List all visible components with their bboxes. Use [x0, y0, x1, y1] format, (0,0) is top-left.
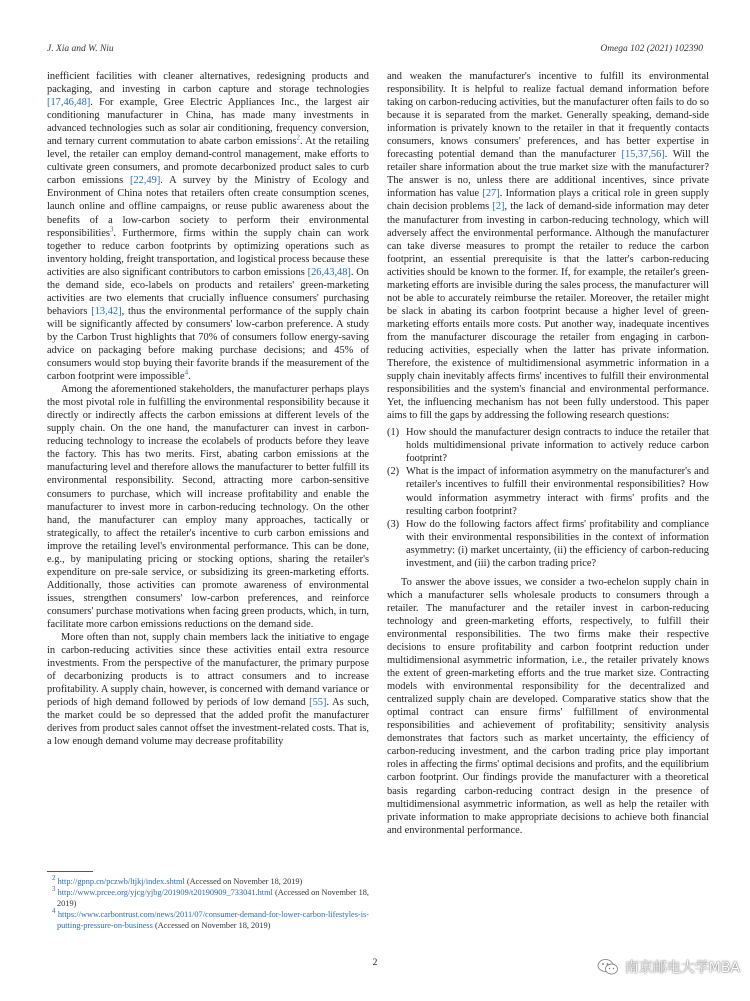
- question-text: How do the following factors affect firms' profitability and compliance with their environmental responsibilities in the context of information asymmetry: (i) market uncertainty, (ii) the efficiency of carbon-reducing investment, and (iii) the carbon trading price?: [406, 518, 709, 569]
- header-journal: Omega 102 (2021) 102390: [600, 44, 703, 54]
- footnote-ref[interactable]: 2: [296, 133, 301, 142]
- question-number: (3): [387, 518, 400, 530]
- question-number: (1): [387, 427, 400, 439]
- citation-link[interactable]: [2]: [492, 201, 505, 213]
- footnote: $^4$ https://www.carbontrust.com/news/2011/07/consumer-demand-for-lower-carbon-lifestyles-is-putting-pressure-on-business (Accessed on November 18, 2019): [52, 907, 369, 930]
- running-header: [47, 44, 703, 58]
- citation-link[interactable]: [55]: [309, 697, 327, 709]
- footnote-ref[interactable]: 3: [109, 225, 114, 234]
- research-questions-list: [387, 426, 709, 570]
- list-item: [387, 518, 709, 570]
- citation-link[interactable]: [13,42]: [91, 305, 122, 317]
- page-number: 2: [372, 958, 378, 968]
- footnote-link[interactable]: https://www.carbontrust.com/news/2011/07/consumer-demand-for-lower-carbon-lifestyles-is-putting-pressure-on-business: [57, 910, 369, 930]
- left-column: [47, 70, 369, 748]
- paragraph: To answer the above issues, we consider a two-echelon supply chain in which a manufacturer sells wholesale products to consumers through a retailer. The manufacturer and the retailer invest in carbon-reducing technology and green-marketing efforts, respectively, to fulfill their environmental responsibilities. The two firms make their respective decisions to ensure profitability and carbon footprint reduction under multidimensional asymmetric information, i.e., the retailer privately knows the extent of green-marketing efforts and the true market size. Contracting models with environmental responsibility for the decentralized and centralized supply chain are developed. Comparative statics show that the optimal contract can ensure firms' fulfillment of environmental responsibilities and achievement of profitability; sensitivity analysis demonstrates that factors such as market uncertainty, the efficiency of carbon-reducing investment, and the carbon trading price play important roles in affecting the firms' optimal decisions and profits, and the equilibrium carbon footprint. Our findings provide the manufacturer with a theoretical basis regarding carbon-reducing contract design in the presence of multidimensional asymmetric information, as well as help the retailer with private information to make appropriate decisions to achieve both financial and environmental performance.: [387, 576, 709, 836]
- question-number: (2): [387, 466, 400, 478]
- footnote: $^2$ http://gpnp.cn/pczwb/ltjkj/index.shtml (Accessed on November 18, 2019): [52, 874, 303, 886]
- citation-link[interactable]: [26,43,48]: [307, 266, 351, 278]
- paragraph: and weaken the manufacturer's incentive to fulfill its environmental responsibility. It is helpful to realize factual demand information before taking on carbon-reducing activities, but the manufacturer often fails to do so because it is separated from the market. Generally speaking, demand-side information is privately known to the retailer in that it frequently contacts consumers, knows consumers' preferences, and has better expertise in forecasting potential demand than the manufacturer [15,37,56]. Will the retailer share information about the true market size with the manufacturer? The answer is no, unless there are additional incentives, since private information has value [27]. Information plays a critical role in green supply chain decision problems [2], the lack of demand-side information may deter the manufacturer from investing in carbon-reducing technology, which will adversely affect the environmental performance. Although the manufacturer can take diverse measures to prompt the retailer to reduce the carbon footprint, an essential prerequisite is that the latter's carbon-reducing activities should be known to the former. If, for example, the retailer's green-marketing efforts are invisible during the sales process, the manufacturer will not be able to accurately reimburse the retailer. Moreover, the retailer might be slack in abating its carbon footprint because a higher level of green-marketing efforts entails more costs. Put another way, inadequate incentives from the manufacturer discourage the retailer from engaging in carbon-reducing activities, especially when the latter has private information. Therefore, the existence of multidimensional asymmetric information in a supply chain inevitably affects firms' incentives to fulfill their environmental responsibilities and the system's financial and environmental performance. Yet, the influencing mechanism has not been fully understood. This paper aims to fill the gaps by addressing the following research questions:: [387, 71, 710, 422]
- citation-link[interactable]: [22,49]: [129, 175, 161, 187]
- question-text: What is the impact of information asymmetry on the manufacturer's and retailer's incentives to fulfill their environmental responsibilities? How would information asymmetry interact with firms' profits and the resulting carbon footprint?: [406, 466, 709, 517]
- right-column: [387, 70, 709, 837]
- paragraph: More often than not, supply chain members lack the initiative to engage in carbon-reducing activities since these activities entail extra resource investments. From the perspective of the manufacturer, the primary purpose of decarbonizing products is to attract consumers and to increase profitability. A supply chain, however, is concerned with demand variance or periods of high demand followed by periods of low demand [55]. As such, the market could be so depressed that the added profit the manufacturer derives from product sales cannot offset the investment-related costs. That is, a low enough demand volume may decrease profitability: [47, 632, 369, 748]
- paragraph: inefficient facilities with cleaner alternatives, redesigning products and packaging, and investing in carbon capture and storage technologies [17,46,48]. For example, Gree Electric Appliances Inc., the largest air conditioning manufacturer in China, has made many investments in advanced technologies such as solar air conditioning, frequency conversion, and ternary current commutation to abate carbon emissions$^2$. At the retailing level, the retailer can employ demand-control management, make efforts to cultivate green consumers, and promote decarbonized product sales to curb carbon emissions [22,49]. A survey by the Ministry of Ecology and Environment of China notes that retailers often create consumption scenes, launch online and offline campaigns, or reuse public awareness about the benefits of a low-carbon society to perform their environmental responsibilities$^3$. Furthermore, firms within the supply chain can work together to reduce carbon footprints by optimizing operations such as inventory holding, freight transportation, and logistical process because these activities are also significant contributors to carbon emissions [26,43,48]. On the demand side, eco-labels on products and retailers' green-marketing activities are two elements that crucially influence consumers' purchasing behaviors [13,42], thus the environmental performance of the supply chain will be significantly affected by consumers' low-carbon preference. A study by the Carbon Trust highlights that 70% of consumers follow energy-saving advice on packaging before making purchase decisions; and 45% of consumers would stop buying their favorite brands if the measurement of the carbon footprint were impossible$^4$.: [47, 71, 370, 383]
- footnote-link[interactable]: http://www.prcee.org/yjcg/yjbg/201909/t20190909_733041.html: [57, 888, 273, 897]
- list-item: [387, 465, 709, 517]
- footnote: $^3$ http://www.prcee.org/yjcg/yjbg/201909/t20190909_733041.html (Accessed on November 18, 2019): [52, 885, 369, 908]
- citation-link[interactable]: [17,46,48]: [47, 97, 91, 109]
- footnote-link[interactable]: http://gpnp.cn/pczwb/ltjkj/index.shtml: [57, 877, 185, 886]
- footnote-divider: [47, 871, 93, 872]
- wechat-icon: [597, 958, 619, 976]
- footnote-ref[interactable]: 4: [184, 368, 189, 377]
- header-authors: J. Xia and W. Niu: [47, 44, 114, 54]
- question-text: How should the manufacturer design contracts to induce the retailer that holds multidimensional private information to actively reduce carbon footprint?: [406, 427, 709, 465]
- watermark: [597, 957, 740, 977]
- list-item: [387, 426, 709, 465]
- paragraph: Among the aforementioned stakeholders, the manufacturer perhaps plays the most pivotal role in fulfilling the environmental responsibility because it directly or indirectly affects the carbon emissions at different levels of the supply chain. On the one hand, the manufacturer can invest in carbon-reducing technology to increase the ecolabels of products before they leave the factory. This has two merits. First, abating carbon emissions at the manufacturing level and therefore allows the manufacturer to better fulfill its environmental responsibility. Second, attracting more carbon-sensitive consumers to purchase, which will increase profitability and enable the manufacturer to invest more in carbon-reducing technology. On the other hand, the manufacturer can employ many approaches, tactically or strategically, to affect the retailer's incentive to curb carbon emissions and improve the retailing level's environmental performance. This can be done, e.g., by manipulating pricing or stocking options, sharing the retailer's expenditure on pre-sale service, or subsidizing its green-marketing efforts. Additionally, those activities can promote awareness of environmental issues, strengthen consumers' low-carbon preferences, and reinforce consumers' purchase motivations when facing green products, which, in turn, facilitate more carbon emissions reductions on the demand side.: [47, 384, 369, 630]
- citation-link[interactable]: [27]: [482, 188, 500, 200]
- footnotes: [47, 871, 369, 931]
- watermark-text: 南京邮电大学MBA: [624, 960, 740, 976]
- citation-link[interactable]: [15,37,56]: [621, 149, 665, 161]
